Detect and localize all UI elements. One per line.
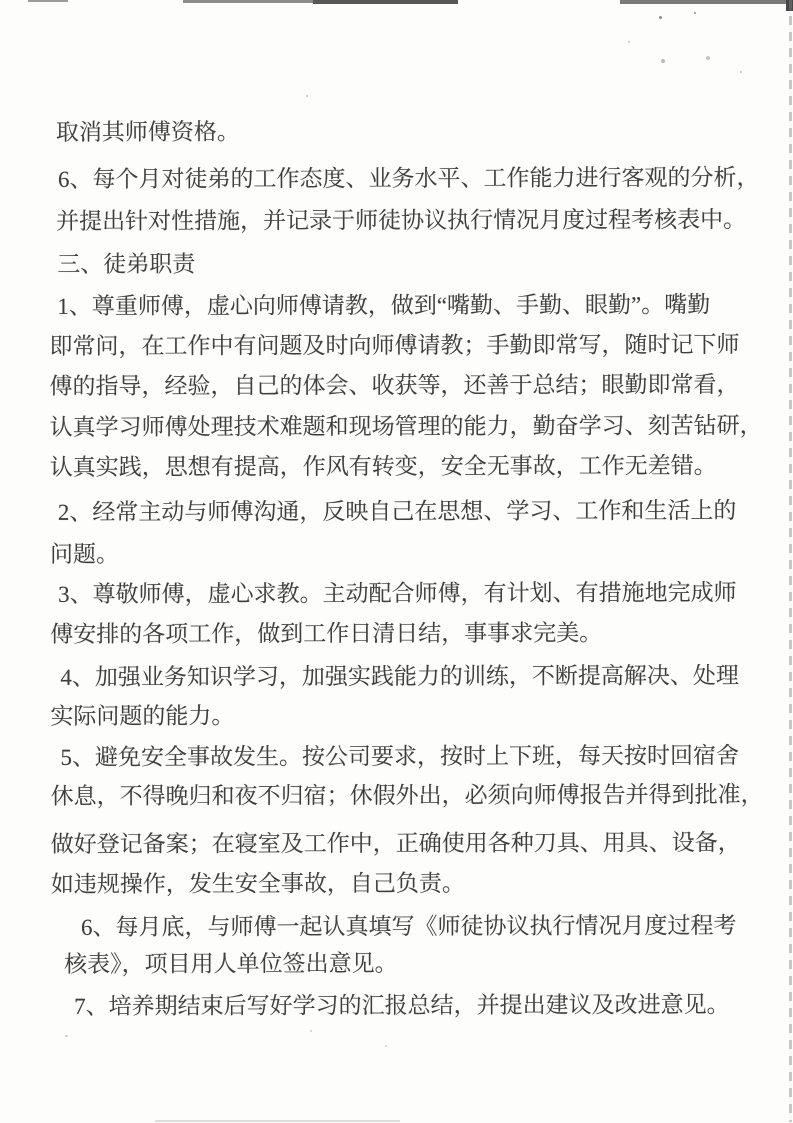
text-line: 并提出针对性措施，并记录于师徒协议执行情况月度过程考核表中。	[56, 207, 747, 234]
text-line: 6、每个月对徒弟的工作态度、业务水平、工作能力进行客观的分析，	[57, 165, 760, 192]
text-line: 休息，不得晚归和夜不归宿；休假外出，必须向师傅报告并得到批准，	[50, 782, 764, 809]
text-line: 问题。	[49, 541, 120, 567]
text-line: 4、加强业务知识学习，加强实践能力的训练，不断提高解决、处理	[60, 663, 739, 690]
text-line: 2、经常主动与师傅沟通，反映自己在思想、学习、工作和生活上的	[57, 498, 737, 525]
text-line: 如违规操作，发生安全事故，自己负责。	[50, 870, 465, 897]
text-line: 5、避免安全事故发生。按公司要求，按时上下班，每天按时回宿舍	[60, 743, 740, 770]
text-line: 6、每月底，与师傅一起认真填写《师徒协议执行情况月度过程考	[80, 913, 737, 940]
text-line: 认真学习师傅处理技术难题和现场管理的能力，勤奋学习、刻苦钻研，	[49, 413, 763, 440]
text-line: 1、尊重师傅，虚心向师傅请教，做到“嘴勤、手勤、眼勤”。嘴勤	[57, 292, 711, 319]
text-line: 取消其师傅资格。	[55, 119, 240, 145]
text-line: 傅安排的各项工作，做到工作日清日结，事事求完美。	[50, 620, 603, 647]
text-line: 核表》，项目用人单位签出意见。	[64, 950, 398, 977]
text-line: 认真实践，思想有提高，作风有转变，安全无事故，工作无差错。	[49, 453, 717, 480]
text-line: 7、培养期结束后写好学习的汇报总结，并提出建议及改进意见。	[74, 992, 730, 1019]
text-line: 即常问，在工作中有问题及时向师傅请教；手勤即常写，随时记下师	[49, 332, 740, 359]
text-line: 做好登记备案；在寝室及工作中，正确使用各种刀具、用具、设备，	[50, 830, 741, 857]
text-line: 傅的指导，经验，自己的体会、收获等，还善于总结；眼勤即常看，	[49, 372, 740, 399]
text-line: 实际问题的能力。	[50, 703, 235, 729]
section-heading: 三、徒弟职责	[57, 251, 196, 277]
text-line: 3、尊敬师傅，虚心求教。主动配合师傅，有计划、有措施地完成师	[58, 580, 737, 607]
